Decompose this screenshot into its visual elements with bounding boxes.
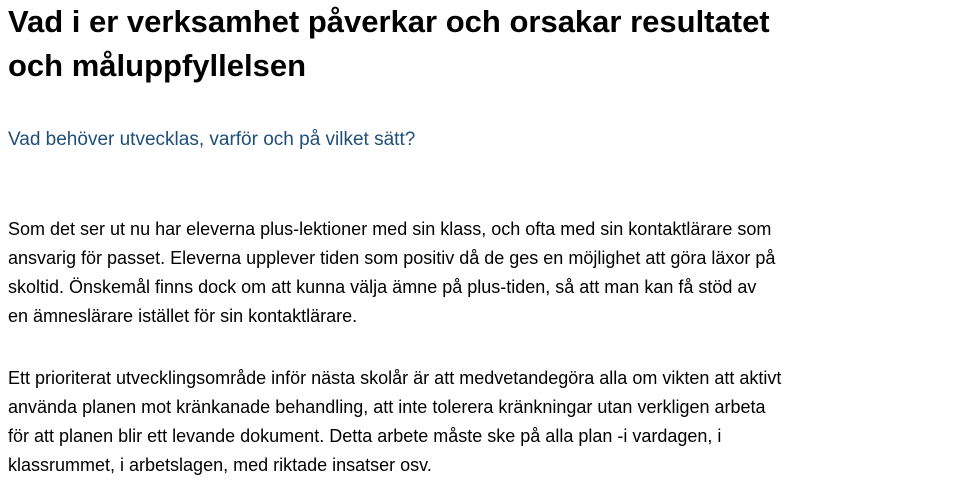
paragraph-1-line-4: en ämneslärare istället för sin kontaktlärare. [8,306,358,326]
title-line-2: och måluppfyllelsen [8,48,307,83]
paragraph-2-line-1: Ett prioriterat utvecklingsområde inför nästa skolår är att medvetandegöra alla om vikten att aktivt [8,368,782,388]
paragraph-2 [8,364,956,480]
paragraph-2-line-3: för att planen blir ett levande dokument. Detta arbete måste ske på alla plan -i vardagen, i [8,426,722,446]
paragraph-1-line-2: ansvarig för passet. Eleverna upplever tiden som positiv då de ges en möjlighet att göra läxor på [8,248,776,268]
paragraph-2-line-2: använda planen mot kränkanade behandling, att inte tolerera kränkningar utan verkligen arbeta [8,397,766,417]
paragraph-1-line-1: Som det ser ut nu har eleverna plus-lektioner med sin klass, och ofta med sin kontaktlärare som [8,219,772,239]
paragraph-1 [8,215,956,331]
paragraph-1-line-3: skoltid. Önskemål finns dock om att kunna välja ämne på plus-tiden, så att man kan få stöd av [8,277,757,297]
paragraph-2-line-4: klassrummet, i arbetslagen, med riktade insatser osv. [8,455,432,475]
title-line-1: Vad i er verksamhet påverkar och orsakar resultatet [8,4,770,39]
section-subtitle: Vad behöver utvecklas, varför och på vilket sätt? [8,129,416,150]
page-title [8,0,948,88]
